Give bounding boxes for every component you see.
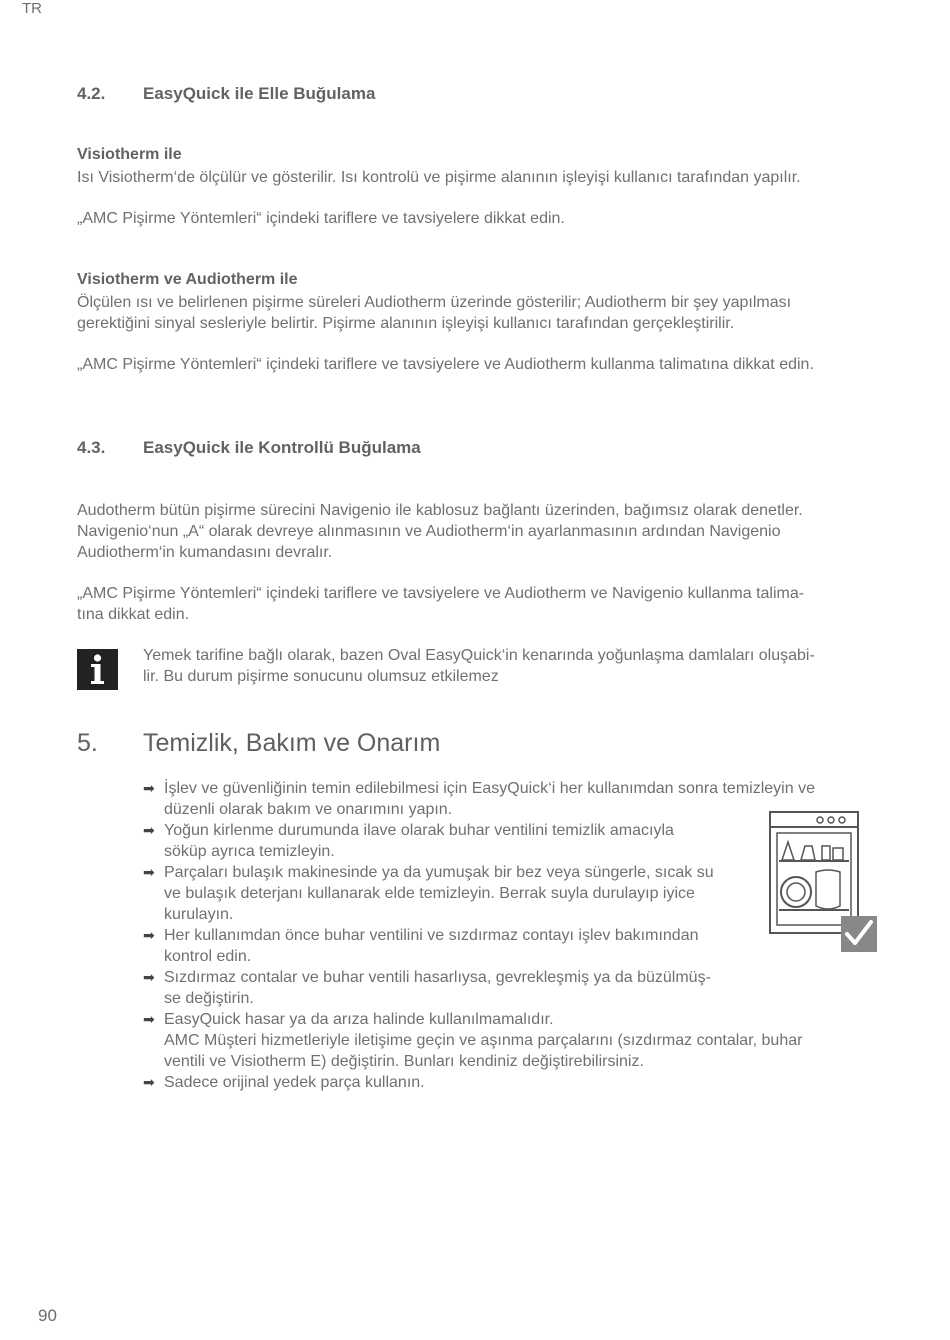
paragraph-line: Audiotherm‘in kumandasını devralır. xyxy=(77,544,333,561)
language-code: TR xyxy=(22,0,42,17)
list-item xyxy=(143,1009,815,1072)
arrow-right-icon: ➡ xyxy=(143,864,155,880)
paragraph-visiotherm xyxy=(77,167,877,188)
list-item-line: İşlev ve güvenliğinin temin edilebilmesi için EasyQuick‘i her kullanımdan sonra temizleyin ve xyxy=(164,780,815,797)
arrow-right-icon: ➡ xyxy=(143,1074,155,1090)
subheading-visio-audio: Visiotherm ve Audiotherm ile xyxy=(77,271,298,288)
list-item-line: ve bulaşık deterjanı kullanarak elde temizleyin. Berrak suyla durulayıp iyice xyxy=(164,885,695,902)
paragraph-line: Navigenio‘nun „A“ olarak devreye alınmasının ve Audiotherm‘in ayarlanmasının ardından Navigenio xyxy=(77,523,781,540)
list-item-line: Her kullanımdan önce buhar ventilini ve sızdırmaz contayı işlev bakımından xyxy=(164,927,699,944)
paragraph-line: „AMC Pişirme Yöntemleri“ içindeki tariflere ve tavsiyelere ve Audiotherm ve Navigenio kullanma talima- xyxy=(77,585,805,602)
list-item-line: Sadece orijinal yedek parça kullanın. xyxy=(164,1074,425,1091)
arrow-right-icon: ➡ xyxy=(143,822,155,838)
list-item-line: ventili ve Visiotherm E) değiştirin. Bunları kendiniz değiştirebilirsiniz. xyxy=(164,1053,644,1070)
paragraph-line: tına dikkat edin. xyxy=(77,606,190,623)
note-navigenio xyxy=(77,583,877,625)
list-item-line: EasyQuick hasar ya da arıza halinde kullanılmamalıdır. xyxy=(164,1011,554,1028)
section-heading-4-3 xyxy=(77,438,877,460)
section-title: EasyQuick ile Kontrollü Buğulama xyxy=(143,438,421,457)
paragraph-line: Isı Visiotherm‘de ölçülür ve gösterilir. Isı kontrolü ve pişirme alanının işleyişi kullanıcı tarafından yapılır. xyxy=(77,169,801,186)
paragraph-line: gerektiğini sinyal sesleriyle belirtir. Pişirme alanının işleyişi kullanıcı tarafından gerçekleştirilir. xyxy=(77,315,735,332)
paragraph-line: „AMC Pişirme Yöntemleri“ içindeki tariflere ve tavsiyelere dikkat edin. xyxy=(77,210,565,227)
chapter-heading-5 xyxy=(77,729,877,759)
chapter-number: 5. xyxy=(77,729,98,757)
list-item-line: kurulayın. xyxy=(164,906,234,923)
list-item xyxy=(143,862,815,925)
paragraph-line: Audotherm bütün pişirme sürecini Navigenio ile kablosuz bağlantı üzerinden, bağımsız olarak denetler. xyxy=(77,502,803,519)
list-item xyxy=(143,778,815,820)
arrow-right-icon: ➡ xyxy=(143,927,155,943)
list-item-line: se değiştirin. xyxy=(164,990,254,1007)
paragraph-navigenio xyxy=(77,500,877,563)
list-item-line: Yoğun kirlenme durumunda ilave olarak buhar ventilini temizlik amacıyla xyxy=(164,822,674,839)
list-item-line: AMC Müşteri hizmetleriyle iletişime geçin ve aşınma parçalarını (sızdırmaz contalar, buhar xyxy=(164,1032,803,1049)
list-item xyxy=(143,1072,815,1093)
bullet-list xyxy=(143,778,815,1093)
list-item xyxy=(143,925,815,967)
list-item-line: Parçaları bulaşık makinesinde ya da yumuşak bir bez veya süngerle, sıcak su xyxy=(164,864,714,881)
page-number: 90 xyxy=(38,1306,57,1325)
note-visiotherm xyxy=(77,208,877,229)
list-item-line: Sızdırmaz contalar ve buhar ventili hasarlıysa, gevrekleşmiş ya da büzülmüş- xyxy=(164,969,711,986)
info-note-line: Yemek tarifine bağlı olarak, bazen Oval EasyQuick‘in kenarında yoğunlaşma damlaları oluşabi- xyxy=(143,647,815,664)
list-item-line: söküp ayrıca temizleyin. xyxy=(164,843,335,860)
info-icon xyxy=(77,649,118,690)
arrow-right-icon: ➡ xyxy=(143,780,155,796)
list-item xyxy=(143,820,815,862)
chapter-title: Temizlik, Bakım ve Onarım xyxy=(143,729,441,757)
section-number: 4.2. xyxy=(77,84,106,103)
list-item xyxy=(143,967,815,1009)
paragraph-line: Ölçülen ısı ve belirlenen pişirme süreleri Audiotherm üzerinde gösterilir; Audiotherm bir şey yapılması xyxy=(77,294,792,311)
note-visio-audio xyxy=(77,354,877,375)
list-item-line: düzenli olarak bakım ve onarımını yapın. xyxy=(164,801,453,818)
paragraph-visio-audio xyxy=(77,292,877,334)
section-number: 4.3. xyxy=(77,438,106,457)
arrow-right-icon: ➡ xyxy=(143,1011,155,1027)
section-title: EasyQuick ile Elle Buğulama xyxy=(143,84,376,103)
dishwasher-safe-icon xyxy=(768,810,880,959)
subheading-visiotherm: Visiotherm ile xyxy=(77,146,182,163)
paragraph-line: „AMC Pişirme Yöntemleri“ içindeki tariflere ve tavsiyelere ve Audiotherm kullanma talimatına dikkat edin. xyxy=(77,356,814,373)
section-heading-4-2 xyxy=(77,84,877,106)
arrow-right-icon: ➡ xyxy=(143,969,155,985)
info-note-line: lir. Bu durum pişirme sonucunu olumsuz etkilemez xyxy=(143,668,499,685)
info-note xyxy=(143,645,815,687)
list-item-line: kontrol edin. xyxy=(164,948,252,965)
